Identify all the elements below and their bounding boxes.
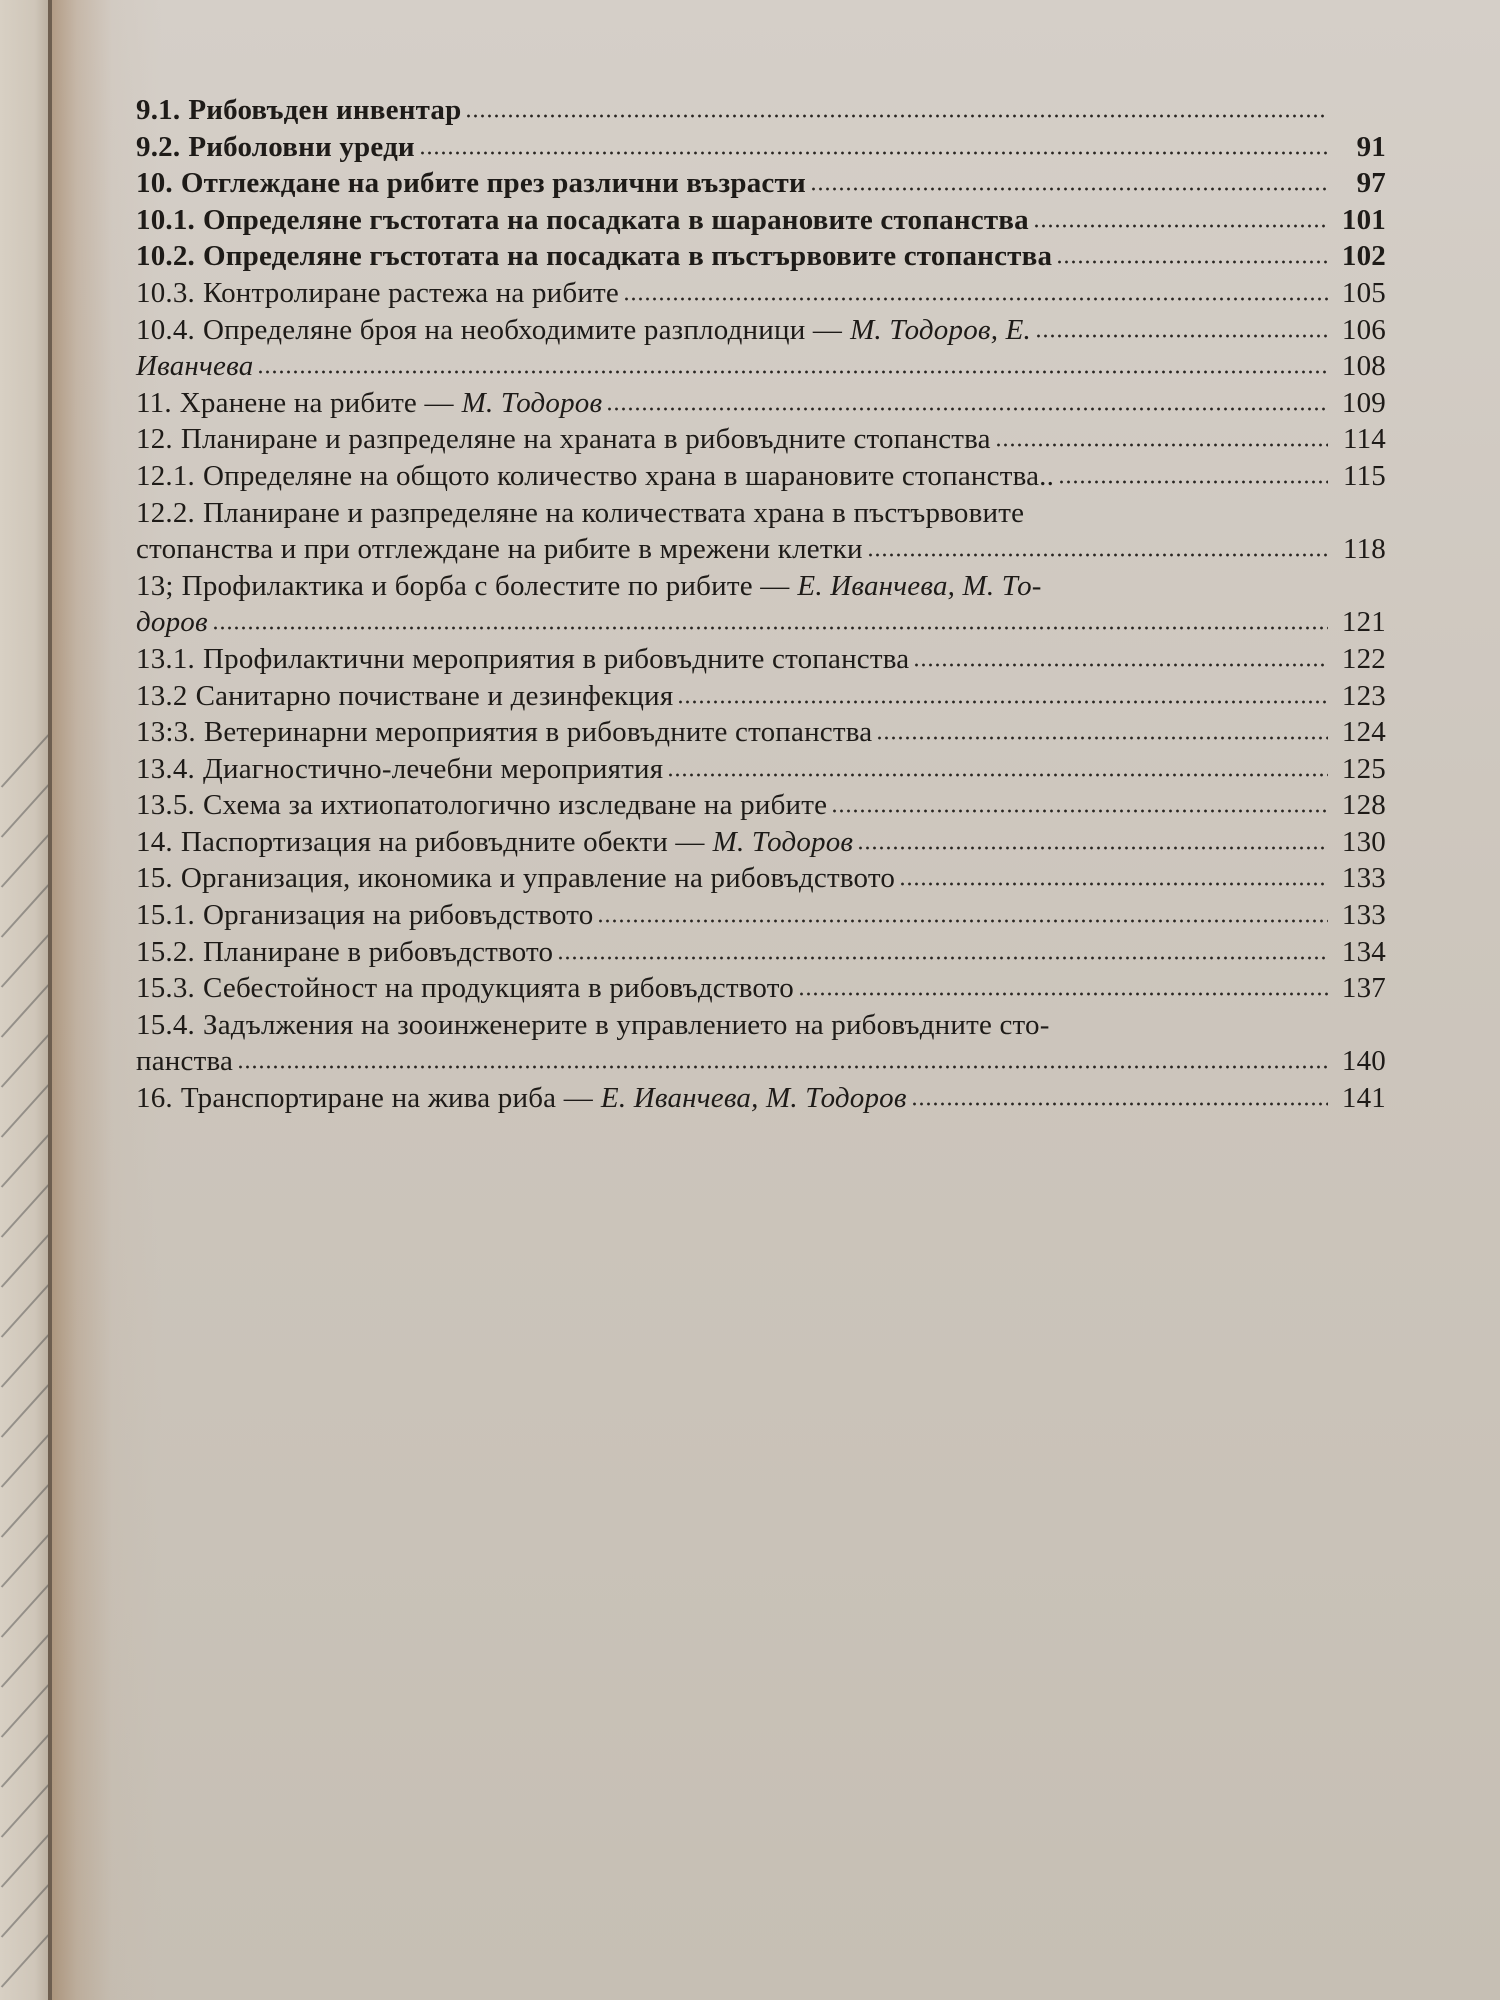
toc-entry-title: Планиране в рибовъдството xyxy=(203,935,554,968)
toc-entry-page-number: 105 xyxy=(1341,276,1386,309)
dot-leader xyxy=(913,658,1328,668)
book-page xyxy=(52,0,1500,2000)
toc-entry-number: 16. xyxy=(136,1082,173,1115)
toc-entry-number: 9.2. xyxy=(136,130,181,163)
toc-entry xyxy=(136,897,1386,934)
toc-entry-page-number: 134 xyxy=(1341,935,1386,968)
dot-leader xyxy=(677,695,1328,705)
toc-entry-number: 9.1. xyxy=(136,94,181,126)
toc-entry-title: Схема за ихтиопатологично изследване на рибите xyxy=(203,789,828,822)
toc-entry-page-number: 128 xyxy=(1341,789,1386,822)
toc-entry-page-number: 121 xyxy=(1341,606,1386,639)
toc-entry xyxy=(136,824,1386,861)
dot-leader xyxy=(831,804,1328,814)
toc-entry-number: 15.3. xyxy=(136,972,195,1005)
toc-entry-title: Планиране и разпределяне на храната в рибовъдните стопанства xyxy=(180,423,991,456)
dot-leader xyxy=(876,731,1328,741)
toc-entry-title: панства xyxy=(136,1045,234,1078)
toc-entry-number: 13.5. xyxy=(136,789,195,822)
dot-leader xyxy=(1033,219,1328,229)
toc-entry xyxy=(136,348,1386,385)
toc-entry-page-number: 125 xyxy=(1341,752,1386,785)
dot-leader xyxy=(237,1060,1328,1070)
dot-leader xyxy=(911,1097,1328,1107)
dot-leader xyxy=(1035,329,1328,339)
toc-entry xyxy=(136,714,1386,751)
dot-leader xyxy=(798,987,1328,997)
toc-entry-number: 13:3. xyxy=(136,716,196,749)
toc-entry xyxy=(136,202,1386,239)
toc-entry-page-number: 109 xyxy=(1341,386,1386,419)
toc-entry-page-number: 97 xyxy=(1356,167,1386,200)
toc-entry-title: Определяне гъстотата на посадката в шарановите стопанства xyxy=(203,203,1029,236)
toc-entry-number: 13; xyxy=(136,569,174,602)
toc-entry-number: 10.3. xyxy=(136,276,195,309)
toc-entry-title: Паспортизация на рибовъдните обекти — xyxy=(180,825,705,858)
toc-entry-page-number: 115 xyxy=(1342,459,1386,492)
toc-entry-title: Организация, икономика и управление на рибовъдството xyxy=(180,862,896,895)
toc-entry-page-number: 133 xyxy=(1341,862,1386,895)
toc-entry-author: Е. Иванчева, М. То- xyxy=(797,569,1042,602)
toc-entry-author: Иванчева xyxy=(136,350,254,383)
toc-entry-author: М. Тодоров xyxy=(461,386,603,419)
dot-leader xyxy=(1054,1024,1328,1034)
toc-entry-number: 13.2 xyxy=(136,679,188,712)
toc-entry-title: Задължения на зооинженерите в управлението на рибовъдните сто- xyxy=(203,1008,1050,1041)
toc-entry-number: 10.4. xyxy=(136,313,195,346)
toc-entry-title: Профилактични мероприятия в рибовъдните стопанства xyxy=(203,642,910,675)
dot-leader xyxy=(1056,255,1328,265)
toc-entry-page-number: 114 xyxy=(1342,423,1386,456)
toc-entry xyxy=(136,92,1386,129)
toc-entry-title: стопанства и при отглеждане на рибите в мрежени клетки xyxy=(136,533,863,566)
toc-entry-number: 15.1. xyxy=(136,899,195,932)
toc-entry-page-number: 122 xyxy=(1341,642,1386,675)
dot-leader xyxy=(257,365,1328,375)
toc-entry-number: 10.2. xyxy=(136,240,195,273)
dot-leader xyxy=(1028,512,1328,522)
toc-entry xyxy=(136,678,1386,715)
toc-entry-page-number: 91 xyxy=(1356,130,1386,163)
toc-entry xyxy=(136,860,1386,897)
toc-entry-author: Е. Иванчева, М. Тодоров xyxy=(600,1082,907,1115)
dot-leader xyxy=(623,292,1328,302)
toc-entry xyxy=(136,421,1386,458)
toc-entry xyxy=(136,641,1386,678)
toc-entry-number: 12.2. xyxy=(136,496,195,529)
toc-entry-number: 15.2. xyxy=(136,935,195,968)
toc-entry xyxy=(136,934,1386,971)
toc-entry xyxy=(136,165,1386,202)
toc-entry-page-number: 108 xyxy=(1341,350,1386,383)
toc-entry-page-number: 101 xyxy=(1341,203,1386,236)
toc-entry-title: Планиране и разпределяне на количествата храна в пъстървовите xyxy=(203,496,1025,529)
dot-leader xyxy=(667,768,1328,778)
toc-entry-author: М. Тодоров xyxy=(712,825,854,858)
toc-entry-title: Диагностично-лечебни мероприятия xyxy=(203,752,664,785)
dot-leader xyxy=(899,877,1328,887)
toc-entry-title: Ветеринарни мероприятия в рибовъдните стопанства xyxy=(203,716,873,749)
toc-entry xyxy=(136,495,1386,532)
toc-entry xyxy=(136,568,1386,605)
toc-entry-page-number: 137 xyxy=(1341,972,1386,1005)
dot-leader xyxy=(1046,585,1328,595)
toc-entry xyxy=(136,312,1386,349)
toc-entry-page-number: 133 xyxy=(1341,899,1386,932)
dot-leader xyxy=(810,182,1328,192)
dot-leader xyxy=(857,841,1328,851)
dot-leader xyxy=(597,914,1328,924)
toc-entry-title: Контролиране растежа на рибите xyxy=(203,276,619,309)
toc-entry xyxy=(136,1043,1386,1080)
toc-entry-title: Транспортиране на жива риба — xyxy=(180,1082,593,1115)
dot-leader xyxy=(606,402,1328,412)
toc-entry-title: Профилактика и борба с болестите по рибите — xyxy=(181,569,790,602)
toc-entry-title: Риболовни уреди xyxy=(188,130,415,163)
toc-entry-number: 15.4. xyxy=(136,1008,195,1041)
toc-entry-page-number: 118 xyxy=(1342,533,1386,566)
table-of-contents xyxy=(136,92,1386,1117)
toc-entry-number: 15. xyxy=(136,862,173,895)
toc-entry-number: 12. xyxy=(136,423,173,456)
toc-entry xyxy=(136,531,1386,568)
toc-entry-title: Себестойност на продукцията в рибовъдството xyxy=(203,972,794,1005)
dot-leader xyxy=(1058,475,1328,485)
toc-entry-page-number: 141 xyxy=(1341,1082,1386,1115)
toc-entry-title: Определяне броя на необходимите разплодници — xyxy=(203,313,843,346)
toc-entry xyxy=(136,238,1386,275)
toc-entry-page-number: 124 xyxy=(1341,716,1386,749)
toc-entry xyxy=(136,385,1386,422)
toc-entry-title: Организация на рибовъдството xyxy=(203,899,594,932)
toc-entry xyxy=(136,970,1386,1007)
toc-entry-number: 10.1. xyxy=(136,203,195,236)
toc-entry-page-number: 140 xyxy=(1341,1045,1386,1078)
dot-leader xyxy=(465,109,1328,119)
toc-entry-number: 11. xyxy=(136,386,172,419)
toc-entry-number: 14. xyxy=(136,825,173,858)
toc-entry-title: Санитарно почистване и дезинфекция xyxy=(195,679,674,712)
toc-entry-page-number: 130 xyxy=(1341,825,1386,858)
dot-leader xyxy=(419,146,1328,156)
toc-entry-title: Хранене на рибите — xyxy=(179,386,454,419)
toc-entry-page-number: 123 xyxy=(1341,679,1386,712)
toc-entry-page-number: 106 xyxy=(1341,313,1386,346)
toc-entry-title: Рибовъден инвентар xyxy=(188,94,462,126)
toc-entry xyxy=(136,129,1386,166)
adjacent-page-edge xyxy=(0,0,50,2000)
toc-entry-number: 13.4. xyxy=(136,752,195,785)
toc-entry-title: Определяне на общото количество храна в шарановите стопанства.. xyxy=(203,459,1055,492)
toc-entry xyxy=(136,1080,1386,1117)
toc-entry xyxy=(136,751,1386,788)
toc-entry-author: доров xyxy=(136,606,208,639)
dot-leader xyxy=(867,548,1328,558)
toc-entry-page-number: 102 xyxy=(1341,240,1386,273)
toc-entry-number: 13.1. xyxy=(136,642,195,675)
toc-entry xyxy=(136,787,1386,824)
dot-leader xyxy=(212,621,1328,631)
toc-entry-title: Определяне гъстотата на посадката в пъстървовите стопанства xyxy=(203,240,1053,273)
toc-entry xyxy=(136,604,1386,641)
toc-entry-number: 12.1. xyxy=(136,459,195,492)
dot-leader xyxy=(557,951,1328,961)
dot-leader xyxy=(995,438,1328,448)
toc-entry xyxy=(136,458,1386,495)
toc-entry-title: Отглеждане на рибите през различни възрасти xyxy=(180,167,806,200)
toc-entry xyxy=(136,1007,1386,1044)
toc-entry-number: 10. xyxy=(136,167,173,200)
toc-entry xyxy=(136,275,1386,312)
toc-entry-author: М. Тодоров, Е. xyxy=(850,313,1031,346)
